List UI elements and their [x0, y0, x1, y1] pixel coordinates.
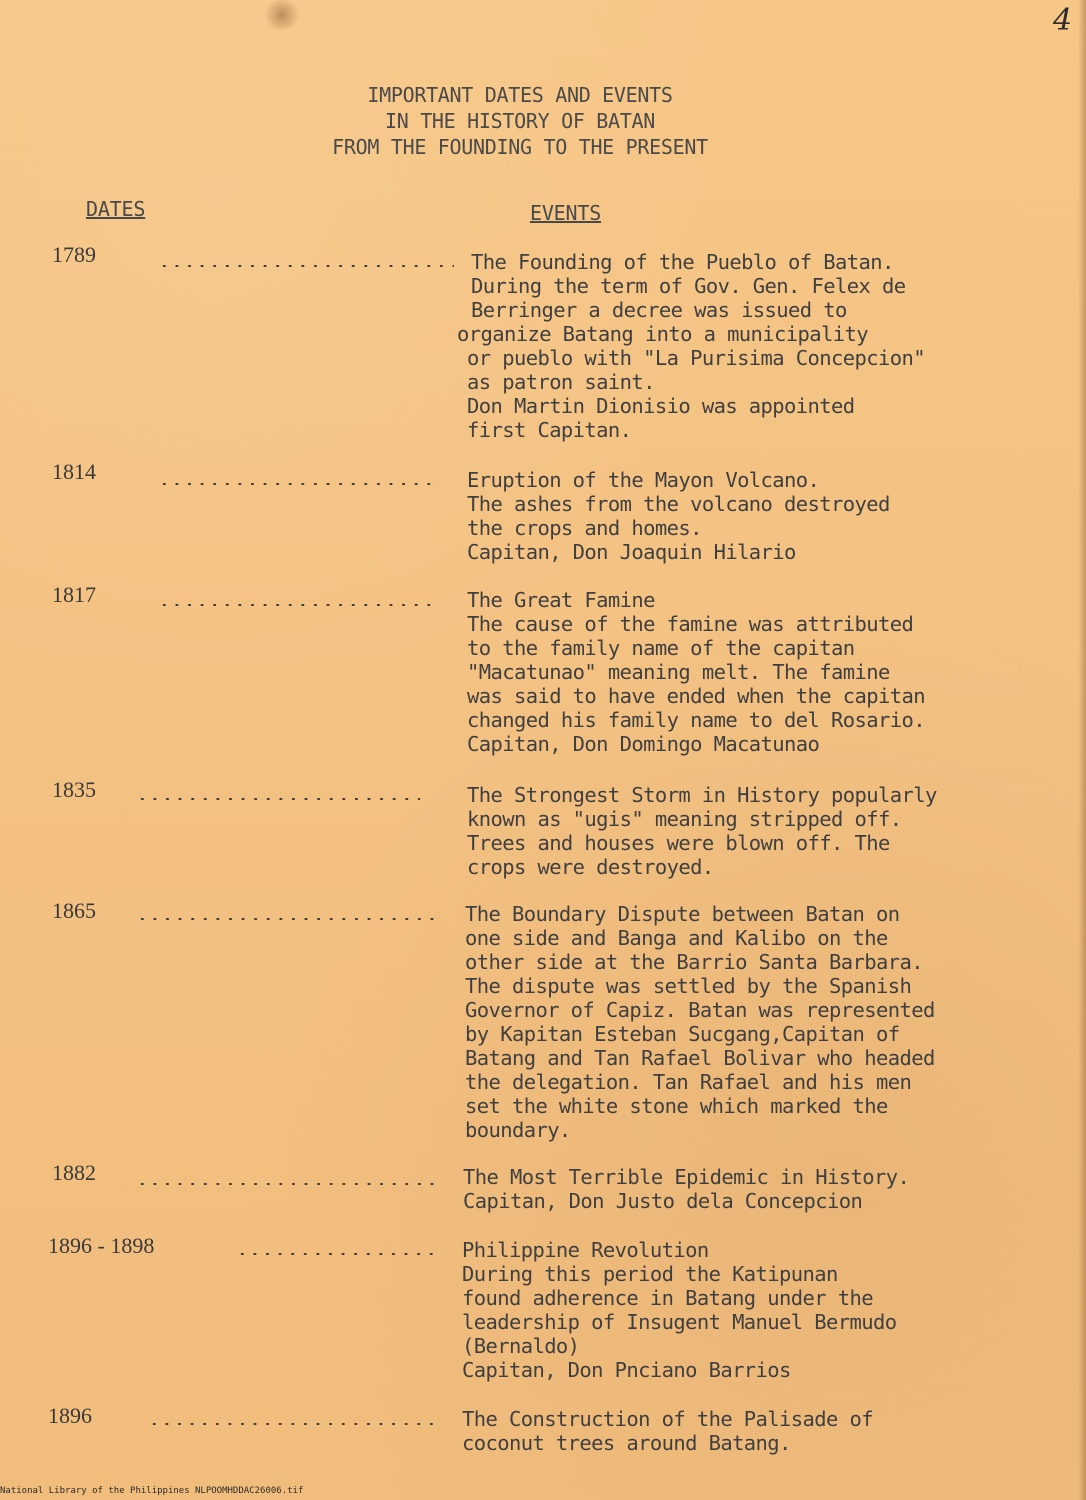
event-line: The dispute was settled by the Spanish: [465, 974, 912, 998]
dot-leader: [148, 1423, 434, 1425]
document-title: [250, 82, 790, 160]
event-line: the delegation. Tan Rafael and his men: [465, 1070, 912, 1094]
event-line: boundary.: [465, 1118, 571, 1142]
entry-event: [467, 783, 1067, 879]
entry-date: 1896 - 1898: [48, 1233, 155, 1258]
entry-date: 1865: [52, 898, 96, 923]
event-line: or pueblo with "La Purisima Concepcion": [467, 346, 925, 370]
title-line-3: FROM THE FOUNDING TO THE PRESENT: [332, 135, 708, 159]
event-line: The Strongest Storm in History popularly: [467, 783, 937, 807]
event-line: The Most Terrible Epidemic in History.: [463, 1165, 910, 1189]
entry-event: [462, 1407, 1062, 1455]
event-line: Governor of Capiz. Batan was represented: [465, 998, 935, 1022]
event-line: (Bernaldo): [462, 1334, 580, 1358]
event-line: The Construction of the Palisade of: [462, 1407, 873, 1431]
event-line: The ashes from the volcano destroyed: [467, 492, 890, 516]
entry-date: 1882: [52, 1160, 96, 1185]
footer-library: National Library of the Philippines: [0, 1486, 190, 1496]
entry-date: 1835: [52, 777, 96, 802]
dot-leader: [158, 265, 454, 267]
event-line: known as "ugis" meaning stripped off.: [467, 807, 902, 831]
event-line: Trees and houses were blown off. The: [467, 831, 890, 855]
entry-date: 1817: [52, 582, 96, 607]
event-line: During this period the Katipunan: [462, 1262, 838, 1286]
event-line: Philippine Revolution: [462, 1238, 709, 1262]
dot-leader: [158, 483, 440, 485]
event-line: The Boundary Dispute between Batan on: [465, 902, 900, 926]
entry-event: [463, 1165, 1063, 1213]
event-line: other side at the Barrio Santa Barbara.: [465, 950, 923, 974]
dot-leader: [136, 798, 420, 800]
event-line: changed his family name to del Rosario.: [467, 708, 925, 732]
paper-edge: [1078, 0, 1086, 1500]
event-line: "Macatunao" meaning melt. The famine: [467, 660, 890, 684]
event-line: The Great Famine: [467, 588, 655, 612]
event-line: found adherence in Batang under the: [462, 1286, 873, 1310]
title-line-2: IN THE HISTORY OF BATAN: [384, 109, 656, 133]
title-line-1: IMPORTANT DATES AND EVENTS: [367, 83, 673, 107]
event-line: crops were destroyed.: [467, 855, 714, 879]
event-line: organize Batang into a municipality: [457, 322, 868, 346]
entry-date: 1814: [52, 459, 96, 484]
event-line: by Kapitan Esteban Sucgang,Capitan of: [465, 1022, 900, 1046]
event-line: the crops and homes.: [467, 516, 702, 540]
entry-event: [462, 1238, 1062, 1382]
event-line: to the family name of the capitan: [467, 636, 855, 660]
event-line: set the white stone which marked the: [465, 1094, 888, 1118]
event-line: Capitan, Don Pnciano Barrios: [462, 1358, 791, 1382]
entry-event: [457, 250, 1067, 442]
event-line: Berringer a decree was issued to: [471, 298, 847, 322]
event-line: first Capitan.: [467, 418, 632, 442]
page-number-mark: 4: [1053, 3, 1073, 38]
entry-date: 1896: [48, 1403, 92, 1428]
events-column-header: EVENTS: [530, 201, 602, 225]
entry-event: [467, 468, 1067, 564]
event-line: During the term of Gov. Gen. Felex de: [471, 274, 906, 298]
event-line: Don Martin Dionisio was appointed: [467, 394, 855, 418]
dot-leader: [136, 918, 434, 920]
entry-date: 1789: [52, 242, 96, 267]
event-line: coconut trees around Batang.: [462, 1431, 791, 1455]
entry-event: [465, 902, 1065, 1142]
event-line: Capitan, Don Joaquin Hilario: [467, 540, 796, 564]
dot-leader: [236, 1253, 434, 1255]
dates-column-header: DATES: [86, 197, 146, 221]
event-line: as patron saint.: [467, 370, 655, 394]
footer-filename: NLPOOMHDDAC26006.tif: [195, 1486, 304, 1496]
event-line: Capitan, Don Justo dela Concepcion: [463, 1189, 863, 1213]
event-line: The Founding of the Pueblo of Batan.: [471, 250, 894, 274]
event-line: Capitan, Don Domingo Macatunao: [467, 732, 820, 756]
event-line: leadership of Insugent Manuel Bermudo: [462, 1310, 897, 1334]
event-line: Eruption of the Mayon Volcano.: [467, 468, 820, 492]
event-line: one side and Banga and Kalibo on the: [465, 926, 888, 950]
event-line: Batang and Tan Rafael Bolivar who headed: [465, 1046, 935, 1070]
dot-leader: [158, 604, 440, 606]
entry-event: [467, 588, 1067, 756]
event-line: was said to have ended when the capitan: [467, 684, 925, 708]
dot-leader: [136, 1183, 434, 1185]
event-line: The cause of the famine was attributed: [467, 612, 914, 636]
paper-stain: [262, 0, 302, 30]
